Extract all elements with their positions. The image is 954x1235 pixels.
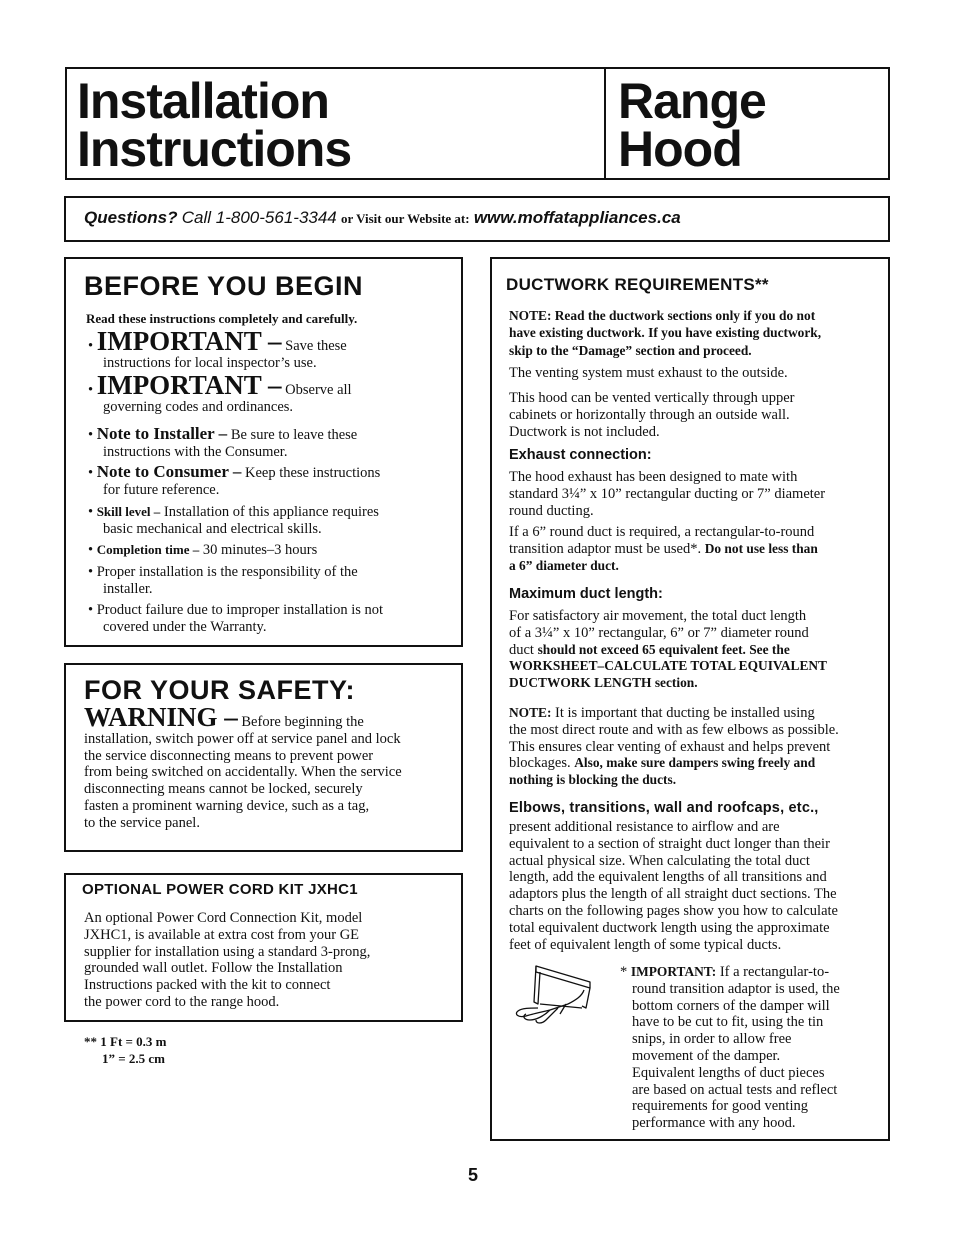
important-label: IMPORTANT –	[96, 326, 282, 356]
safety-warning-text: WARNING – Before beginning the installation, switch power off at service panel and lock the service disconnecting means to prevent power from being switched on accidentally. When the service disconnecting means cannot be locked, securely fasten a prominent warning device, such as a tag, to the service panel.	[84, 702, 402, 831]
warning-label: WARNING –	[84, 702, 238, 732]
title-line-1: Installation	[77, 73, 329, 129]
header-left-box	[65, 67, 606, 180]
list-item: • IMPORTANT – Observe all governing codes and ordinances.	[88, 370, 352, 415]
vent-direction-text: This hood can be vented vertically through upper cabinets or horizontally through an outside wall. Ductwork is not included.	[509, 390, 795, 440]
footnote: ** 1 Ft = 0.3 m 1” = 2.5 cm	[84, 1034, 167, 1066]
venting-text: The venting system must exhaust to the outside.	[509, 365, 788, 381]
elbows-text: present additional resistance to airflow and are equivalent to a section of straight duct longer than their actual physical size. When calculating the total duct length, add the equivalent lengths of all transitions and adaptors plus the length of all straight duct sections. The charts on the following pages show you how to calculate total equivalent ductwork length using the approximate feet of equivalent length of some typical ducts.	[509, 819, 838, 953]
before-you-begin-section	[64, 257, 463, 647]
list-item: • Product failure due to improper installation is not covered under the Warranty.	[88, 602, 384, 635]
list-item: • Skill level – Installation of this appliance requires basic mechanical and electrical skills.	[88, 504, 379, 537]
safety-heading: FOR YOUR SAFETY:	[84, 675, 356, 705]
power-cord-text: An optional Power Cord Connection Kit, model JXHC1, is available at extra cost from your GE supplier for installation using a standard 3-prong, grounded wall outlet. Follow the Installation Instructions packed with the kit to connect the power cord to the range hood.	[84, 910, 371, 1010]
visit-text: or Visit our Website at:	[341, 211, 470, 226]
exhaust-heading: Exhaust connection:	[509, 447, 652, 463]
power-cord-heading: OPTIONAL POWER CORD KIT JXHC1	[82, 881, 358, 898]
before-heading: BEFORE YOU BEGIN	[84, 271, 364, 301]
power-cord-section	[64, 873, 463, 1022]
damper-tin-snips-illustration	[506, 962, 616, 1028]
safety-section	[64, 663, 463, 852]
list-item: • Note to Consumer – Keep these instructions for future reference.	[88, 462, 381, 498]
product-title: Range Hood	[618, 73, 766, 177]
website-link[interactable]: www.moffatappliances.ca	[473, 208, 681, 227]
list-item: • Note to Installer – Be sure to leave these instructions with the Consumer.	[88, 424, 358, 460]
skill-level-label: Skill level –	[96, 504, 161, 519]
note-consumer-label: Note to Consumer –	[96, 462, 242, 481]
ductwork-note: NOTE: Read the ductwork sections only if you do not have existing ductwork. If you have existing ductwork, skip to the “Damage” section and proceed.	[509, 308, 822, 358]
adaptor-text: If a 6” round duct is required, a rectangular-to-round transition adaptor must be used*. Do not use less than a 6” diameter duct.	[509, 524, 818, 573]
completion-time-label: Completion time –	[96, 542, 200, 557]
list-item: • Completion time – 30 minutes–3 hours	[88, 542, 318, 558]
header-right-box	[604, 67, 890, 180]
max-length-heading: Maximum duct length:	[509, 586, 663, 602]
important-damper-note: * IMPORTANT: If a rectangular-to- round transition adaptor is used, the bottom corners of the damper will have to be cut to fit, using the tin snips, in order to allow free movement of the damper. Equivalent lengths of duct pieces are based on actual tests and reflect requirements for good venting performance with any hood.	[620, 964, 840, 1132]
max-length-text: For satisfactory air movement, the total duct length of a 3¼” x 10” rectangular, 6” or 7” diameter round duct should not exceed 65 equivalent feet. See the WORKSHEET–CALCULATE TOTAL EQUIVALENT DUCTWORK LENGTH section.	[509, 608, 827, 691]
title-line-2: Instructions	[77, 121, 352, 177]
note-installer-label: Note to Installer –	[96, 424, 228, 443]
before-intro: Read these instructions completely and carefully.	[86, 311, 358, 326]
ductwork-heading: DUCTWORK REQUIREMENTS**	[506, 275, 769, 294]
elbows-heading: Elbows, transitions, wall and roofcaps, etc.,	[509, 800, 819, 816]
questions-bar	[64, 196, 890, 242]
important-label: IMPORTANT –	[96, 370, 282, 400]
exhaust-text: The hood exhaust has been designed to mate with standard 3¼” x 10” rectangular ducting or 7” diameter round ducting.	[509, 469, 826, 519]
list-item: • Proper installation is the responsibility of the installer.	[88, 564, 358, 597]
list-item: • IMPORTANT – Save these instructions for local inspector’s use.	[88, 326, 347, 371]
page-number: 5	[468, 1165, 479, 1185]
direct-route-note: NOTE: It is important that ducting be installed using the most direct route and with as few elbows as possible. This ensures clear venting of exhaust and helps prevent blockages. Also, make sure dampers swing freely and nothing is blocking the ducts.	[509, 705, 839, 788]
document-title	[77, 73, 352, 177]
questions-label: Questions?	[84, 208, 178, 227]
phone-number[interactable]: Call 1-800-561-3344	[181, 208, 337, 227]
